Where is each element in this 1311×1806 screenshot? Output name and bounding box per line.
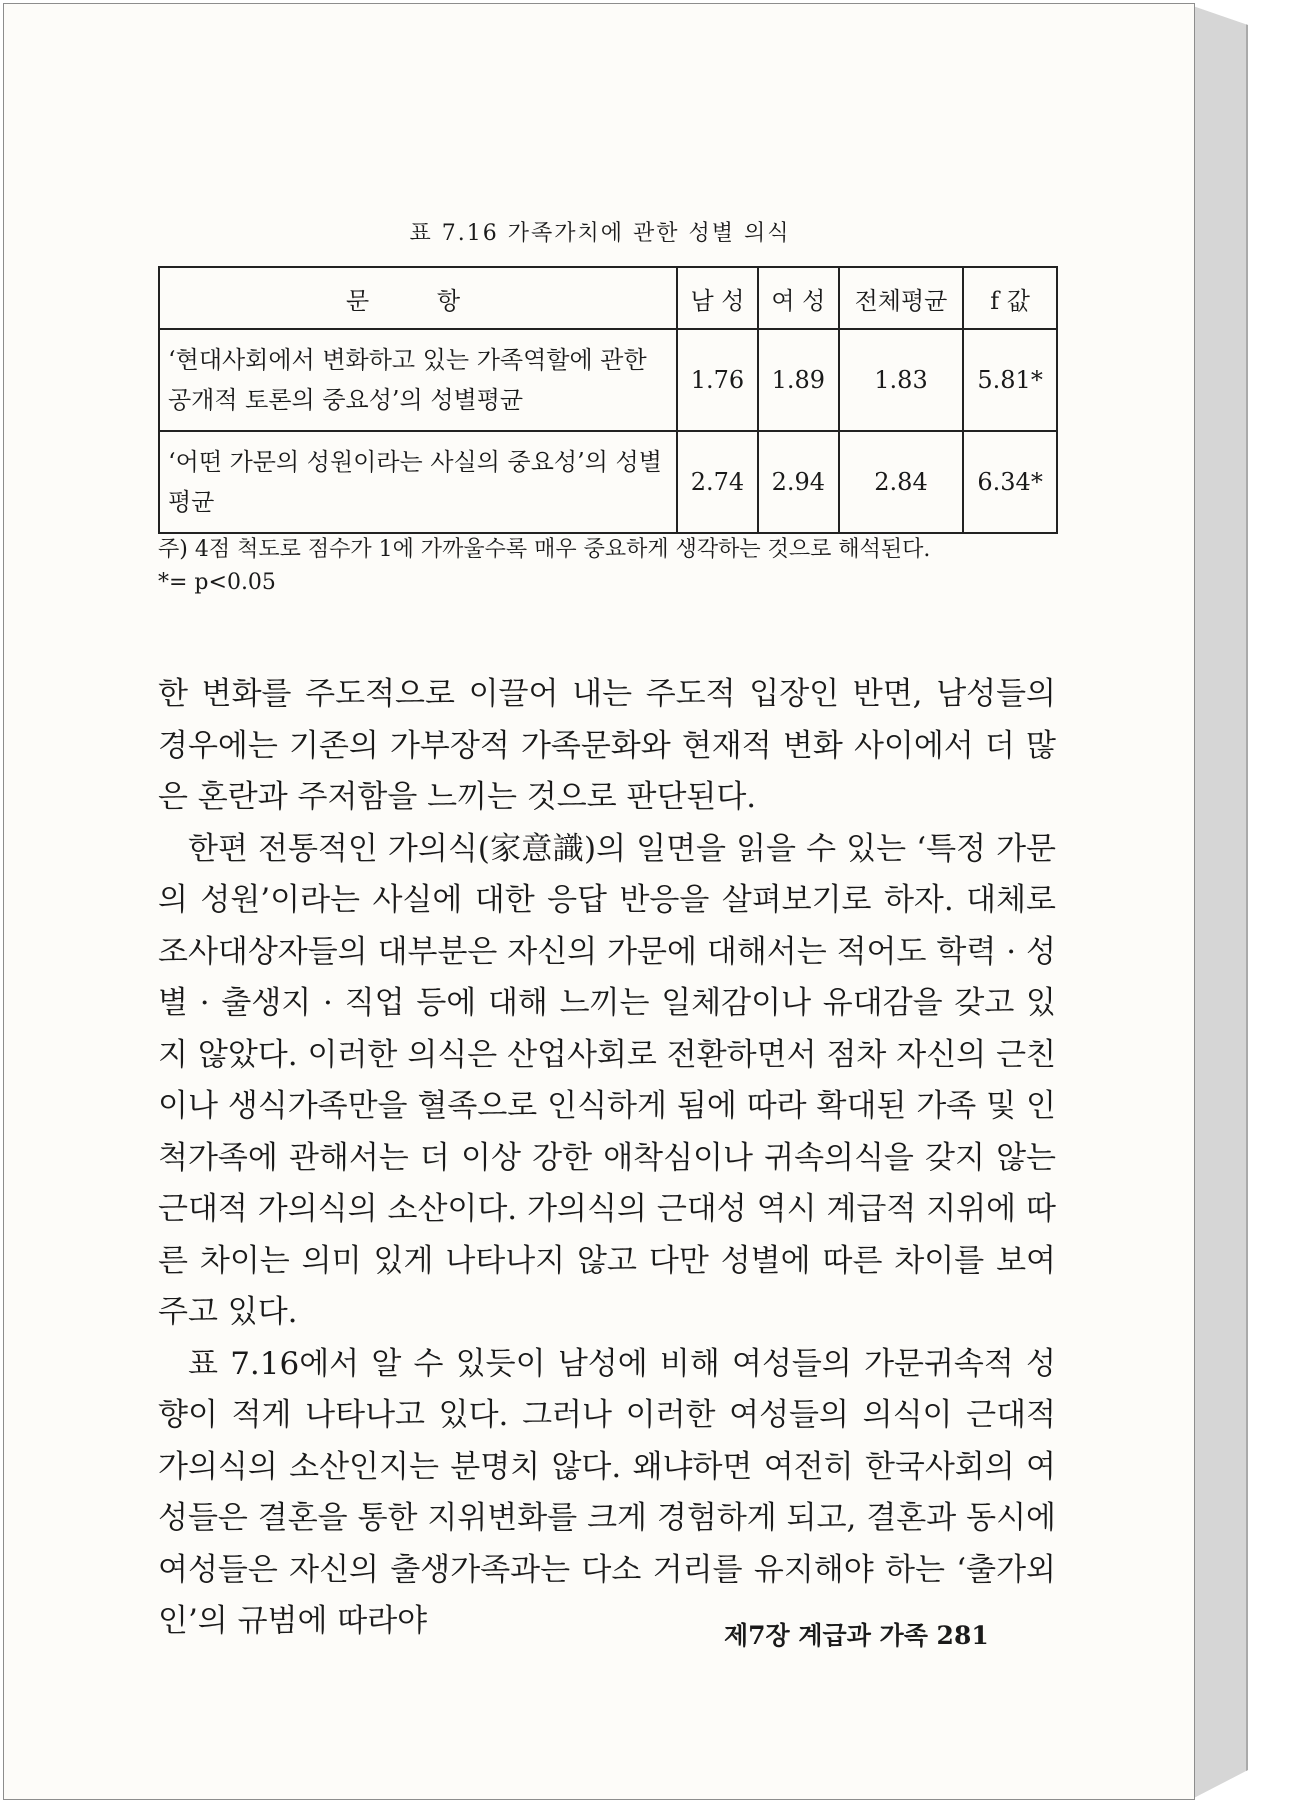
- table-header-row: [159, 267, 1057, 329]
- row-male: 1.76: [677, 329, 758, 431]
- header-total: 전체평균: [839, 267, 963, 329]
- header-male: 남 성: [677, 267, 758, 329]
- row-item: ‘현대사회에서 변화하고 있는 가족역할에 관한 공개적 토론의 중요성’의 성별평균: [159, 329, 677, 431]
- table-caption: 표 7.16 가족가치에 관한 성별 의식: [409, 221, 791, 246]
- header-f: f 값: [963, 267, 1057, 329]
- body-text: [158, 669, 1056, 1648]
- paragraph: 한 변화를 주도적으로 이끌어 내는 주도적 입장인 반면, 남성들의 경우에는 기존의 가부장적 가족문화와 현재적 변화 사이에서 더 많은 혼란과 주저함을 느끼는 것으로 판단된다.: [158, 676, 1056, 815]
- page-footer: 제7장 계급과 가족 281: [724, 1621, 989, 1650]
- table-row: [159, 431, 1057, 533]
- book-edge: [1190, 5, 1248, 1800]
- row-female: 1.89: [758, 329, 839, 431]
- row-total: 1.83: [839, 329, 963, 431]
- survey-table: [158, 266, 1058, 534]
- row-female: 2.94: [758, 431, 839, 533]
- significance-note: *= p<0.05: [158, 570, 276, 595]
- book-page: [3, 3, 1195, 1800]
- row-item: ‘어떤 가문의 성원이라는 사실의 중요성’의 성별평균: [159, 431, 677, 533]
- row-total: 2.84: [839, 431, 963, 533]
- header-item: 문 항: [159, 267, 677, 329]
- paragraph: 한편 전통적인 가의식(家意識)의 일면을 읽을 수 있는 ‘특정 가문의 성원’이라는 사실에 대한 응답 반응을 살펴보기로 하자. 대체로 조사대상자들의 대부분은 자신의 가문에 대해서는 적어도 학력 · 성별 · 출생지 · 직업 등에 대해 느끼는 일체감이나 유대감을 갖고 있지 않았다. 이러한 의식은 산업사회로 전환하면서 점차 자신의 근친이나 생식가족만을 혈족으로 인식하게 됨에 따라 확대된 가족 및 인척가족에 관해서는 더 이상 강한 애착심이나 귀속의식을 갖지 않는 근대적 가의식의 소산이다. 가의식의 근대성 역시 계급적 지위에 따른 차이는 의미 있게 나타나지 않고 다만 성별에 따른 차이를 보여 주고 있다.: [158, 830, 1056, 1330]
- table-note: 주) 4점 척도로 점수가 1에 가까울수록 매우 중요하게 생각하는 것으로 해석된다.: [158, 537, 931, 562]
- table-row: [159, 329, 1057, 431]
- row-f: 5.81*: [963, 329, 1057, 431]
- row-male: 2.74: [677, 431, 758, 533]
- paragraph: 표 7.16에서 알 수 있듯이 남성에 비해 여성들의 가문귀속적 성향이 적게 나타나고 있다. 그러나 이러한 여성들의 의식이 근대적 가의식의 소산인지는 분명치 않다. 왜냐하면 여전히 한국사회의 여성들은 결혼을 통한 지위변화를 크게 경험하게 되고, 결혼과 동시에 여성들은 자신의 출생가족과는 다소 거리를 유지해야 하는 ‘출가외인’의 규범에 따라야: [158, 1345, 1056, 1639]
- header-female: 여 성: [758, 267, 839, 329]
- row-f: 6.34*: [963, 431, 1057, 533]
